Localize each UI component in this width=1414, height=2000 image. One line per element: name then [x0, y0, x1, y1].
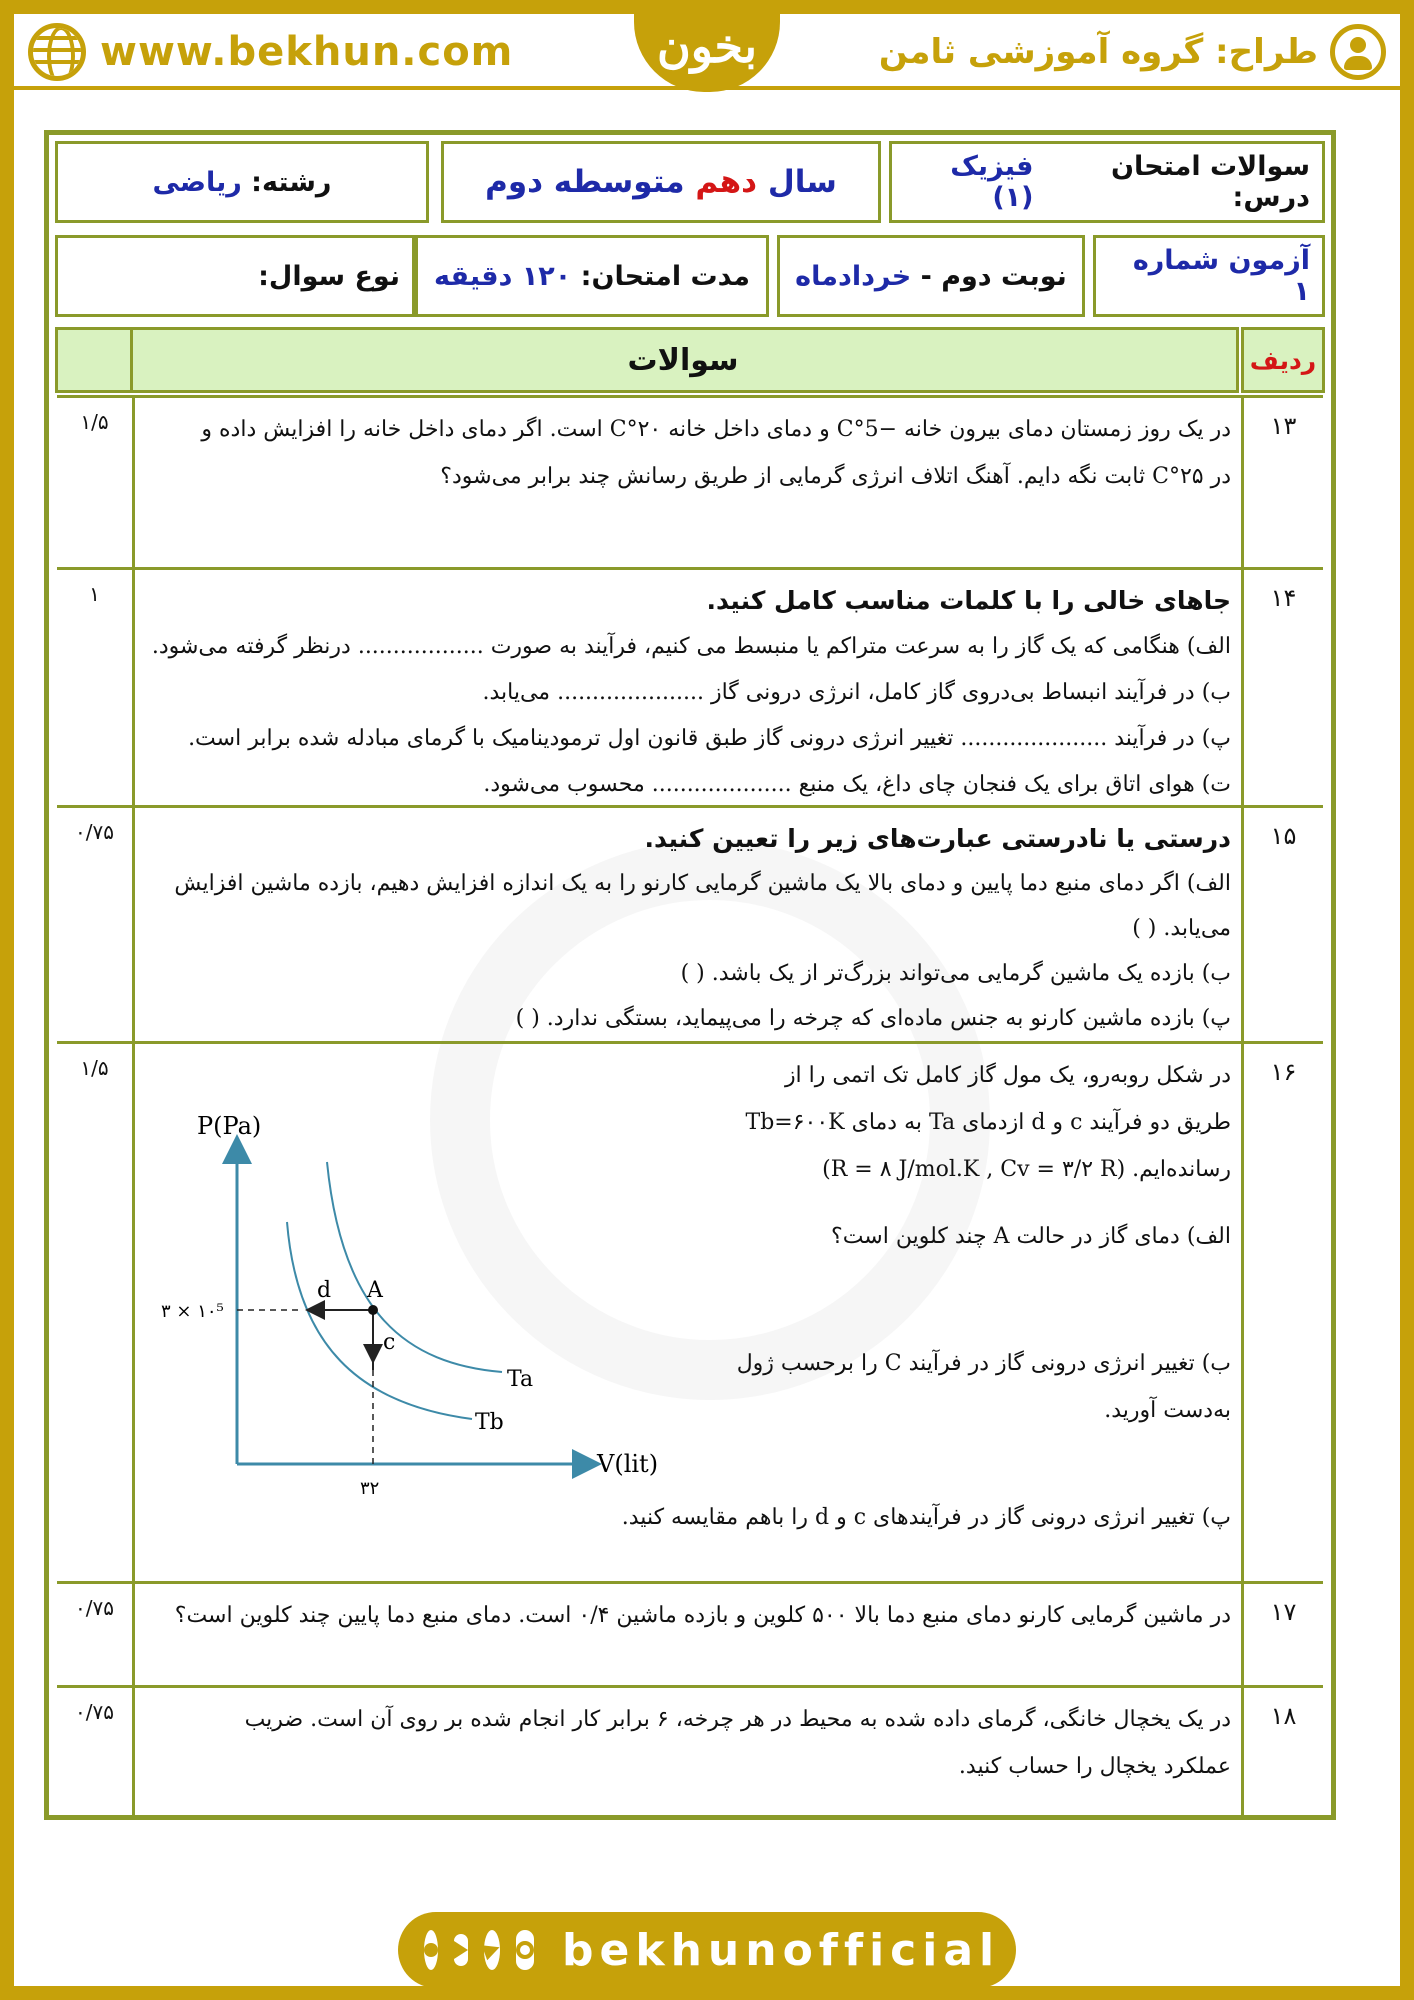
question-number: ۱۴: [1241, 570, 1323, 805]
q16-line3: رسانده‌ایم. (R = ۸ J/mol.K , Cv = ۳/۲ R): [822, 1157, 1231, 1182]
field-cell: [55, 141, 429, 223]
q16-item-a: الف) دمای گاز در حالت A چند کلوین است؟: [831, 1224, 1231, 1249]
process-c-label: c: [383, 1330, 396, 1355]
q15-item-c: پ) بازده ماشین کارنو به جنس ماده‌ای که چرخه را می‌پیماید، بستگی ندارد. ( ): [515, 1006, 1231, 1031]
question-text: [145, 1592, 1231, 1639]
question-number: ۱۶: [1241, 1044, 1323, 1581]
q13-line1: در یک روز زمستان دمای بیرون خانه −5°C و دمای داخل خانه ۲۰°C است. اگر دمای داخل خانه را افزایش داده و: [201, 417, 1231, 442]
session-label: نوبت دوم -: [920, 260, 1067, 292]
question-row-18: [57, 1685, 1323, 1815]
field-value: ریاضی: [152, 166, 242, 198]
instagram-icon[interactable]: [516, 1930, 534, 1970]
test-number: آزمون شماره ۱: [1093, 235, 1325, 317]
question-score: ۱/۵: [57, 1044, 135, 1581]
point-a: [368, 1305, 378, 1315]
grade-suffix: متوسطه دوم: [485, 164, 685, 200]
process-d-label: d: [317, 1278, 332, 1303]
subject-label: سوالات امتحان درس:: [1110, 151, 1310, 213]
y-axis-label: P(Pa): [197, 1112, 262, 1140]
question-score: ۱/۵: [57, 398, 135, 567]
globe-icon: [28, 23, 86, 81]
question-row-13: [57, 395, 1323, 567]
youtube-icon[interactable]: [454, 1934, 468, 1966]
question-score: ۱: [57, 570, 135, 805]
designer-text: طراح: گروه آموزشی ثامن: [878, 32, 1318, 72]
field-label: رشته:: [251, 166, 332, 198]
question-type-label: نوع سوال:: [258, 260, 400, 292]
question-number: ۱۳: [1241, 398, 1323, 567]
x-tick-label: ۳۲: [360, 1478, 380, 1499]
duration-cell: [415, 235, 769, 317]
session-value: خردادماه: [795, 260, 912, 292]
q15-item-a1: الف) اگر دمای منبع دما پایین و دمای بالا یک ماشین گرمایی کارنو را به یک اندازه افزایش دهیم، بازده ماشین افزایش: [174, 871, 1231, 896]
grade-highlight: دهم: [695, 164, 758, 200]
q15-item-a2: می‌یابد. ( ): [1132, 916, 1231, 941]
question-text: [145, 816, 1231, 1041]
q16-item-b1: ب) تغییر انرژی درونی گاز در فرآیند C را برحسب ژول: [736, 1351, 1231, 1376]
isotherm-tb: [287, 1222, 472, 1419]
question-score: ۰/۷۵: [57, 1688, 135, 1815]
q16-line2: طریق دو فرآیند c و d ازدمای Ta به دمای Tb=۶۰۰K: [745, 1110, 1231, 1135]
row-header: ردیف: [1241, 327, 1325, 393]
grade-prefix: سال: [767, 164, 837, 200]
logo: بخون: [656, 19, 758, 73]
question-number: ۱۷: [1241, 1584, 1323, 1685]
tb-label: Tb: [475, 1410, 504, 1435]
aparat-icon[interactable]: [424, 1930, 438, 1970]
duration-value: ۱۲۰ دقیقه: [434, 260, 572, 292]
user-icon: [1330, 24, 1386, 80]
q16-line1: در شکل روبه‌رو، یک مول گاز کامل تک اتمی را از: [784, 1063, 1231, 1088]
x-axis-label: V(lit): [597, 1450, 659, 1478]
q13-line2: در ۲۵°C ثابت نگه دایم. آهنگ اتلاف انرژی گرمایی از طریق رسانش چند برابر می‌شود؟: [440, 464, 1231, 489]
telegram-icon[interactable]: [484, 1930, 500, 1970]
website-block: [28, 22, 513, 82]
score-header: [55, 327, 133, 393]
question-score: ۰/۷۵: [57, 808, 135, 1041]
question-text: [145, 1696, 1231, 1790]
q14-item-b: ب) در فرآیند انبساط بی‌دروی گاز کامل، انرژی درونی گاز ..................... می‌یابد.: [482, 680, 1231, 705]
exam-sheet: [44, 130, 1336, 1820]
q14-title: جاهای خالی را با کلمات مناسب کامل کنید.: [706, 586, 1231, 615]
subject-cell: [889, 141, 1325, 223]
q14-item-a: الف) هنگامی که یک گاز را به سرعت متراکم یا منبسط می کنیم، فرآیند به صورت .................. درنظر گرفته می‌شود.: [151, 634, 1231, 659]
grade-cell: [441, 141, 881, 223]
question-row-14: [57, 567, 1323, 805]
designer-block: [879, 22, 1386, 82]
question-number: ۱۸: [1241, 1688, 1323, 1815]
question-row-15: [57, 805, 1323, 1041]
subject-value: فیزیک (۱): [950, 151, 1034, 213]
social-handle[interactable]: bekhunofficial: [562, 1924, 1001, 1976]
question-number: ۱۵: [1241, 808, 1323, 1041]
website-link[interactable]: www.bekhun.com: [100, 29, 514, 75]
q18-line2: عملکرد یخچال را حساب کنید.: [958, 1754, 1231, 1779]
q16-item-c: پ) تغییر انرژی درونی گاز در فرآیندهای c و d را باهم مقایسه کنید.: [621, 1505, 1231, 1530]
question-row-16: [57, 1041, 1323, 1581]
q14-item-c: پ) در فرآیند ..................... تغییر انرژی درونی گاز طبق قانون اول ترمودینامیک با گرمای مبادله شده برابر است.: [188, 726, 1231, 751]
q15-item-b: ب) بازده یک ماشین گرمایی می‌تواند بزرگ‌تر از یک باشد. ( ): [680, 961, 1231, 986]
pv-diagram: [157, 1104, 737, 1524]
social-footer: [398, 1912, 1016, 1988]
y-tick-label: ۳ × ۱۰⁵: [161, 1301, 224, 1322]
isotherm-ta: [327, 1162, 502, 1372]
question-text: [145, 578, 1231, 808]
question-text: [145, 406, 1231, 500]
q16-item-b2: به‌دست آورید.: [1104, 1398, 1231, 1423]
question-score: ۰/۷۵: [57, 1584, 135, 1685]
question-row-17: [57, 1581, 1323, 1685]
duration-label: مدت امتحان:: [580, 260, 750, 292]
q18-line1: در یک یخچال خانگی، گرمای داده شده به محیط در هر چرخه، ۶ برابر کار انجام شده بر روی آن است. ضریب: [244, 1707, 1231, 1732]
question-type-cell: [55, 235, 415, 317]
q14-item-d: ت) هوای اتاق برای یک فنجان چای داغ، یک منبع .................... محسوب می‌شود.: [483, 772, 1231, 797]
q17-text: در ماشین گرمایی کارنو دمای منبع دما بالا ۵۰۰ کلوین و بازده ماشین ۰/۴ است. دمای منبع دما پایین چند کلوین است؟: [174, 1603, 1231, 1628]
questions-header: سوالات: [127, 327, 1239, 393]
ta-label: Ta: [507, 1367, 534, 1392]
q15-title: درستی یا نادرستی عبارت‌های زیر را تعیین کنید.: [644, 824, 1231, 853]
point-a-label: A: [367, 1278, 383, 1303]
session-cell: [777, 235, 1085, 317]
